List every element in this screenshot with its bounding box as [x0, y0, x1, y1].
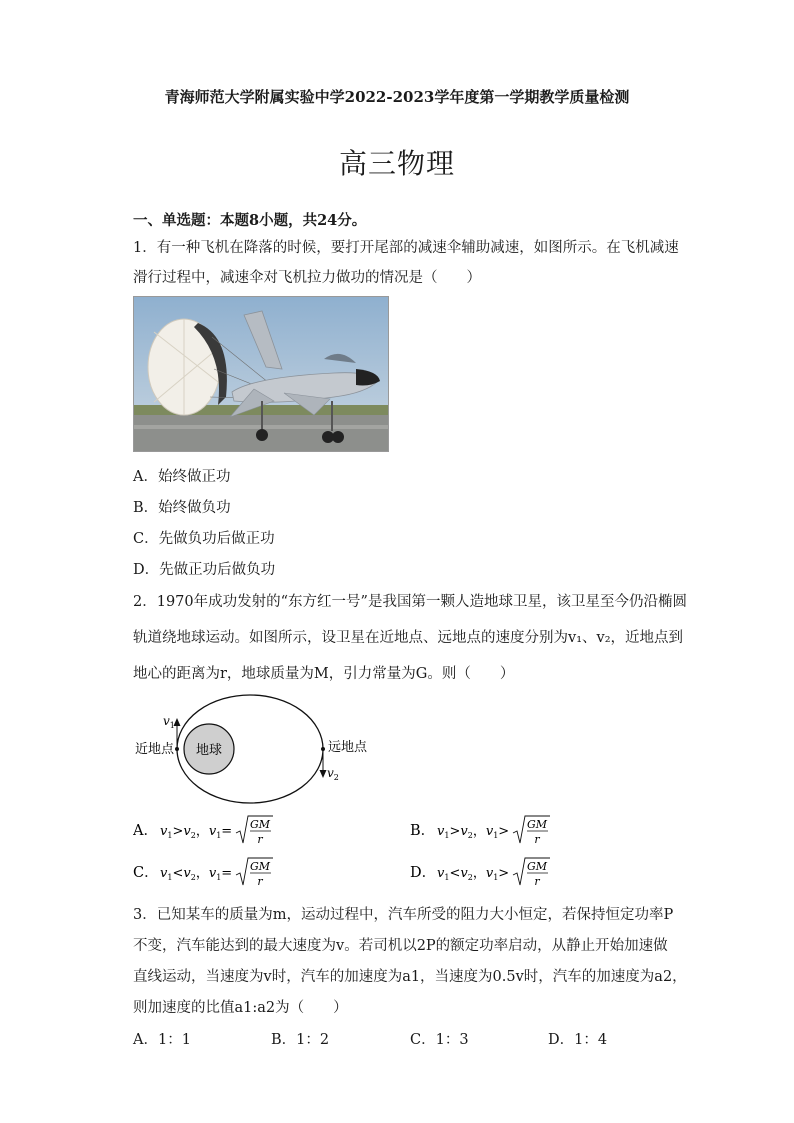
svg-text:v1>v2，v1=: $v_1>v_2$，$v_1=$: [160, 824, 233, 840]
svg-text:D．: D．: [410, 865, 437, 881]
q2-option-a-formula: [133, 813, 283, 847]
svg-text:GM: GM: [526, 818, 548, 831]
svg-text:A．: A．: [133, 823, 158, 839]
q3-line-3: 直线运动，当速度为v时，汽车的加速度为a1，当速度为0.5v时，汽车的加速度为a2，: [133, 969, 687, 985]
v2-arrowhead: [320, 770, 327, 778]
v1-label: $v_1$: [163, 714, 175, 730]
q1-line-2: 滑行过程中，减速伞对飞机拉力做功的情况是（ ）: [133, 270, 481, 286]
q2-option-c: [133, 855, 283, 893]
jet-parachute-photo: [133, 296, 389, 452]
svg-text:GM: GM: [249, 818, 271, 831]
svg-text:C．: C．: [133, 865, 159, 881]
q2-line-1: 2．1970年成功发射的“东方红一号”是我国第一颗人造地球卫星，该卫星至今仍沿椭圆: [133, 594, 687, 610]
q2-line-3: 地心的距离为r，地球质量为M，引力常量为G。则（ ）: [133, 666, 515, 682]
earth-label: 地球: [195, 743, 223, 758]
svg-text:v1<v2，v1=: $v_1<v_2$，$v_1=$: [160, 866, 233, 882]
orbit-diagram: [130, 693, 380, 808]
svg-text:v1<v2，v1>: $v_1<v_2$，$v_1>$: [437, 866, 510, 882]
q1-option-a: A．始终做正功: [133, 469, 231, 485]
v2-label: $v_2$: [327, 766, 339, 782]
q2-option-b-formula: [410, 813, 560, 847]
q1-option-c: C．先做负功后做正功: [133, 531, 275, 547]
q3-line-2: 不变，汽车能达到的最大速度为v。若司机以2P的额定功率启动，从静止开始加速做: [133, 938, 668, 954]
svg-text:B．: B．: [410, 823, 436, 839]
svg-text:v1>v2，v1>: $v_1>v_2$，$v_1>$: [437, 824, 510, 840]
near-point-label: 近地点: [134, 742, 174, 757]
svg-text:r: r: [257, 833, 263, 846]
svg-text:GM: GM: [249, 860, 271, 873]
q1-option-d: D．先做正功后做负功: [133, 562, 276, 578]
far-point-label: 远地点: [328, 740, 368, 755]
q3-option-a: A．1：1: [133, 1032, 191, 1048]
q3-line-4: 则加速度的比值a1:a2为（ ）: [133, 1000, 348, 1016]
q2-option-c-formula: [133, 855, 283, 889]
section-heading: 一、单选题：本题8小题，共24分。: [133, 212, 367, 229]
exam-header: 青海师范大学附属实验中学2022-2023学年度第一学期教学质量检测: [164, 88, 630, 106]
q3-option-d: D．1：4: [548, 1032, 608, 1048]
q2-option-d: [410, 855, 560, 893]
svg-text:GM: GM: [526, 860, 548, 873]
q2-line-2: 轨道绕地球运动。如图所示，设卫星在近地点、远地点的速度分别为v₁、v₂，近地点到: [133, 630, 684, 646]
q2-option-b: [410, 813, 560, 851]
q2-option-a: [133, 813, 283, 851]
q3-option-c: C．1：3: [410, 1032, 469, 1048]
q1-line-1: 1．有一种飞机在降落的时候，要打开尾部的减速伞辅助减速，如图所示。在飞机减速: [133, 240, 679, 256]
page-title: 高三物理: [338, 147, 455, 180]
svg-text:r: r: [534, 875, 540, 888]
q3-option-b: B．1：2: [271, 1032, 330, 1048]
svg-text:r: r: [534, 833, 540, 846]
q1-option-b: B．始终做负功: [133, 500, 231, 516]
jet-parachute-illustration: [134, 297, 388, 451]
q3-line-1: 3．已知某车的质量为m，运动过程中，汽车所受的阻力大小恒定，若保持恒定功率P: [133, 907, 674, 923]
q2-option-d-formula: [410, 855, 560, 889]
svg-text:r: r: [257, 875, 263, 888]
